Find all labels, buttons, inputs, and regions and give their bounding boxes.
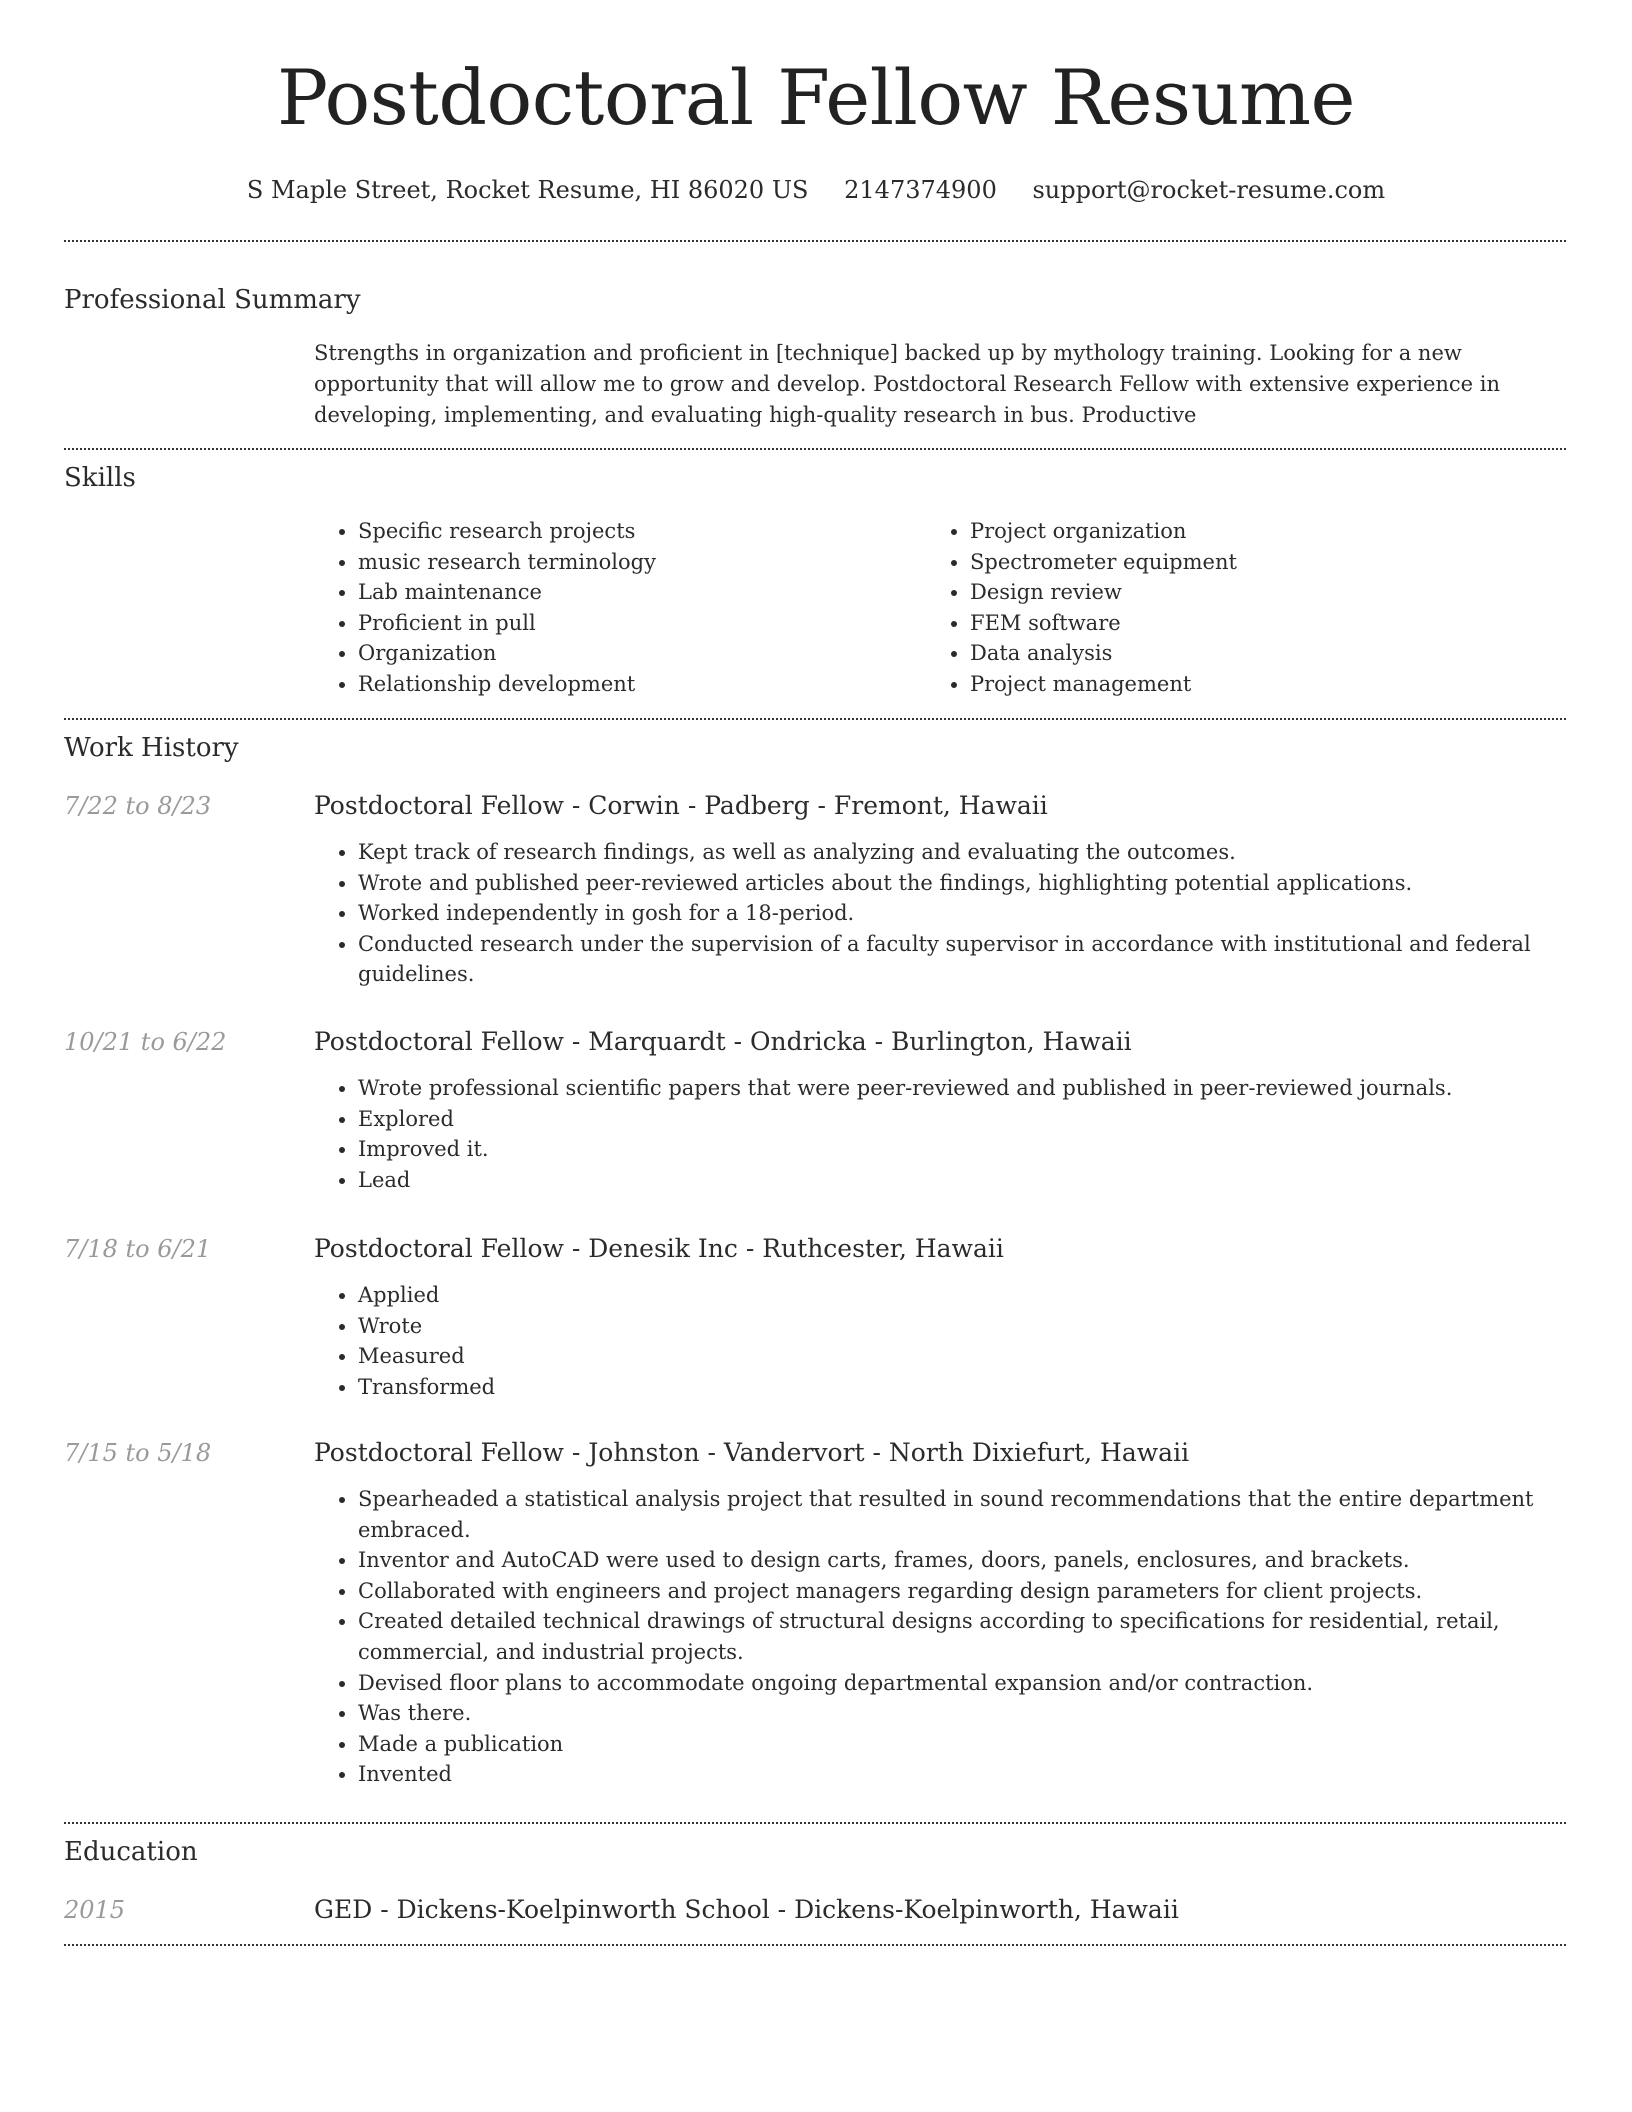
- contact-address: S Maple Street, Rocket Resume, HI 86020 US: [246, 176, 809, 204]
- contact-phone: 2147374900: [844, 176, 997, 204]
- skills-column-left: [314, 516, 914, 700]
- section-heading-skills: Skills: [64, 463, 136, 493]
- job-duties: [314, 1280, 1576, 1402]
- skills-list-left: [314, 516, 914, 700]
- job-duty: • Wrote professional scientific papers that were peer-reviewed and published in peer-reviewed journals.: [358, 1073, 1576, 1104]
- job-duty: • Lead: [358, 1165, 1576, 1196]
- skill-item: • Relationship development: [358, 669, 914, 700]
- skill-item: • Design review: [970, 577, 1546, 608]
- skill-item: • Specific research projects: [358, 516, 914, 547]
- education-entry: GED - Dickens-Koelpinworth School - Dickens-Koelpinworth, Hawaii: [314, 1895, 1179, 1924]
- skill-item: • Spectrometer equipment: [970, 547, 1546, 578]
- job-duty: • Conducted research under the supervision of a faculty supervisor in accordance with institutional and federal guidelines.: [358, 929, 1576, 990]
- job-dates: 7/15 to 5/18: [64, 1439, 212, 1467]
- skill-item: • Project management: [970, 669, 1546, 700]
- skills-column-right: [926, 516, 1546, 700]
- job-duties: [314, 1484, 1576, 1790]
- divider: [64, 1944, 1566, 1946]
- contact-line: [0, 170, 1632, 210]
- job-dates: 7/18 to 6/21: [64, 1235, 212, 1263]
- job-duty: • Inventor and AutoCAD were used to design carts, frames, doors, panels, enclosures, and brackets.: [358, 1545, 1576, 1576]
- resume-title: Postdoctoral Fellow Resume: [276, 53, 1356, 142]
- job-title: Postdoctoral Fellow - Denesik Inc - Ruthcester, Hawaii: [314, 1234, 1004, 1263]
- job-duty: • Invented: [358, 1759, 1576, 1790]
- contact-email: support@rocket-resume.com: [1032, 176, 1386, 204]
- section-heading-education: Education: [64, 1837, 198, 1867]
- job-title: Postdoctoral Fellow - Johnston - Vandervort - North Dixiefurt, Hawaii: [314, 1438, 1190, 1467]
- section-heading-work-history: Work History: [64, 733, 239, 763]
- job-title: Postdoctoral Fellow - Marquardt - Ondricka - Burlington, Hawaii: [314, 1027, 1132, 1056]
- job-duty: • Wrote: [358, 1311, 1576, 1342]
- divider: [64, 448, 1566, 450]
- job-duties: [314, 1073, 1576, 1195]
- job-title: Postdoctoral Fellow - Corwin - Padberg - Fremont, Hawaii: [314, 791, 1048, 820]
- skill-item: • Proficient in pull: [358, 608, 914, 639]
- job-duty: • Explored: [358, 1104, 1576, 1135]
- skills-list-right: [926, 516, 1546, 700]
- job-duty-list: [314, 1484, 1576, 1790]
- job-dates: 7/22 to 8/23: [64, 792, 212, 820]
- job-duty-list: [314, 1280, 1576, 1402]
- divider: [64, 240, 1566, 242]
- job-duty: • Improved it.: [358, 1134, 1576, 1165]
- job-duty: • Created detailed technical drawings of structural designs according to specifications for residential, retail, commercial, and industrial projects.: [358, 1606, 1576, 1667]
- job-dates: 10/21 to 6/22: [64, 1028, 227, 1056]
- job-duty: • Worked independently in gosh for a 18-period.: [358, 898, 1576, 929]
- job-duty: • Spearheaded a statistical analysis project that resulted in sound recommendations that the entire department embraced.: [358, 1484, 1576, 1545]
- education-year: 2015: [64, 1896, 126, 1924]
- summary-text: Strengths in organization and proficient in [technique] backed up by mythology training. Looking for a new opportunity that will allow me to grow and develop. Postdoctoral Research Fellow with extensive experience in developing, implementing, and evaluating high-quality research in bus. Productive: [314, 341, 1501, 427]
- skill-item: • Project organization: [970, 516, 1546, 547]
- job-duty-list: [314, 1073, 1576, 1195]
- job-duty: • Was there.: [358, 1698, 1576, 1729]
- skill-item: • Lab maintenance: [358, 577, 914, 608]
- job-duty: • Devised floor plans to accommodate ongoing departmental expansion and/or contraction.: [358, 1668, 1576, 1699]
- job-duty: • Kept track of research findings, as well as analyzing and evaluating the outcomes.: [358, 837, 1576, 868]
- divider: [64, 1822, 1566, 1824]
- section-heading-summary: Professional Summary: [64, 285, 361, 315]
- job-duties: [314, 837, 1576, 990]
- job-duty: • Transformed: [358, 1372, 1576, 1403]
- job-duty: • Measured: [358, 1341, 1576, 1372]
- job-duty: • Collaborated with engineers and project managers regarding design parameters for client projects.: [358, 1576, 1576, 1607]
- skill-item: • Organization: [358, 638, 914, 669]
- job-duty-list: [314, 837, 1576, 990]
- skill-item: • FEM software: [970, 608, 1546, 639]
- skill-item: • music research terminology: [358, 547, 914, 578]
- divider: [64, 718, 1566, 720]
- job-duty: • Wrote and published peer-reviewed articles about the findings, highlighting potential applications.: [358, 868, 1576, 899]
- skill-item: • Data analysis: [970, 638, 1546, 669]
- job-duty: • Made a publication: [358, 1729, 1576, 1760]
- job-duty: • Applied: [358, 1280, 1576, 1311]
